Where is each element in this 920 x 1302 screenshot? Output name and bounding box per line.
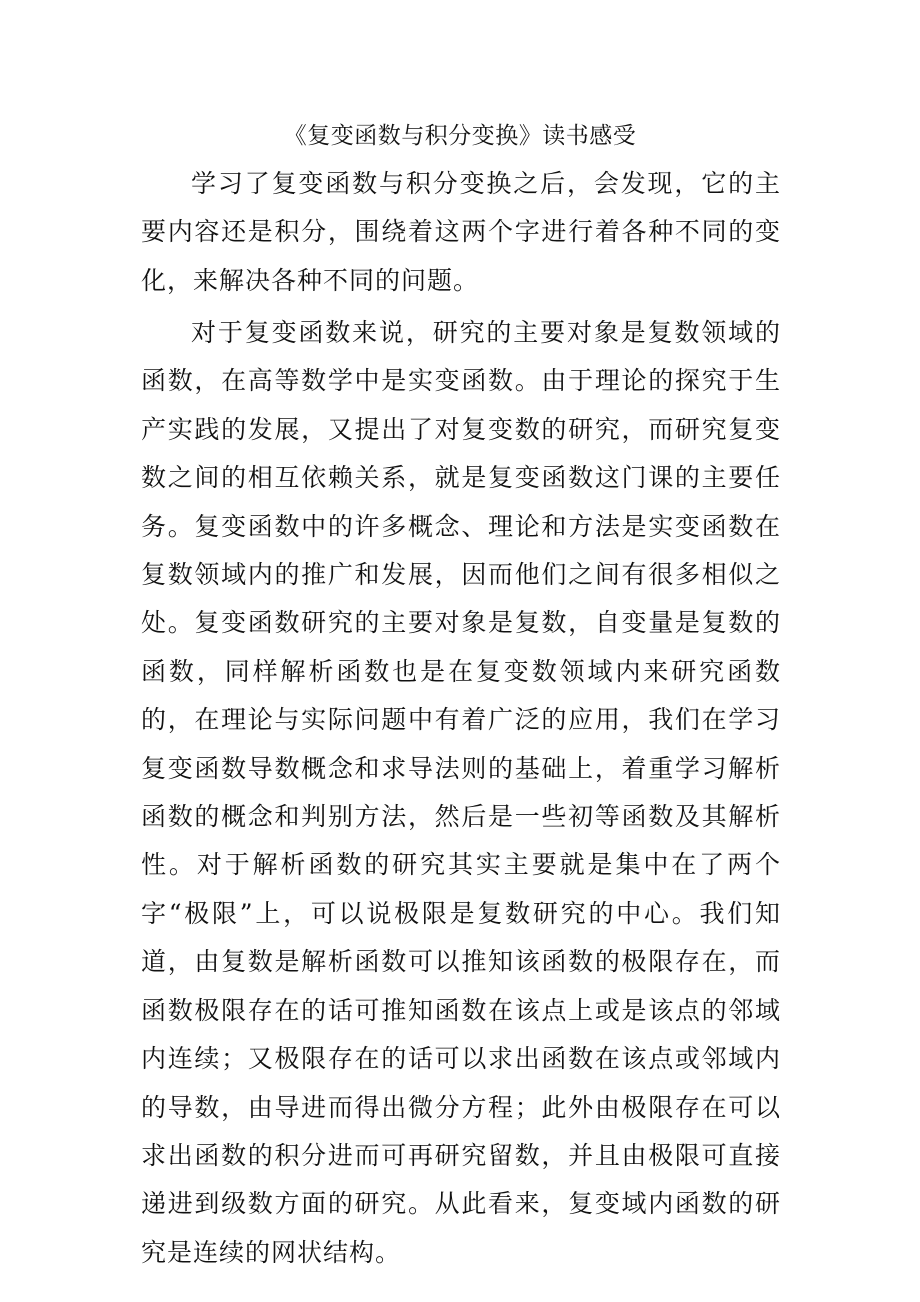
paragraph-intro: 学习了复变函数与积分变换之后，会发现，它的主要内容还是积分，围绕着这两个字进行着各种不同的变化，来解决各种不同的问题。 (141, 169, 781, 295)
paragraph-body: 对于复变函数来说，研究的主要对象是复数领域的函数，在高等数学中是实变函数。由于理论的探究于生产实践的发展，又提出了对复变数的研究，而研究复变数之间的相互依赖关系，就是复变函数这门课的主要任务。复变函数中的许多概念、理论和方法是实变函数在复数领域内的推广和发展，因而他们之间有很多相似之处。复变函数研究的主要对象是复数，自变量是复数的函数，同样解析函数也是在复变数领域内来研究函数的，在理论与实际问题中有着广泛的应用，我们在学习复变函数导数概念和求导法则的基础上，着重学习解析函数的概念和判别方法，然后是一些初等函数及其解析性。对于解析函数的研究其实主要就是集中在了两个字“极限”上，可以说极限是复数研究的中心。我们知道，由复数是解析函数可以推知该函数的极限存在，而函数极限存在的话可推知函数在该点上或是该点的邻域内连续；又极限存在的话可以求出函数在该点或邻域内的导数，由导进而得出微分方程；此外由极限存在可以求出函数的积分进而可再研究留数，并且由极限可直接递进到级数方面的研究。从此看来，复变域内函数的研究是连续的网状结构。 (141, 318, 781, 1267)
document-title: 《复变函数与积分变换》读书感受 (283, 123, 637, 149)
